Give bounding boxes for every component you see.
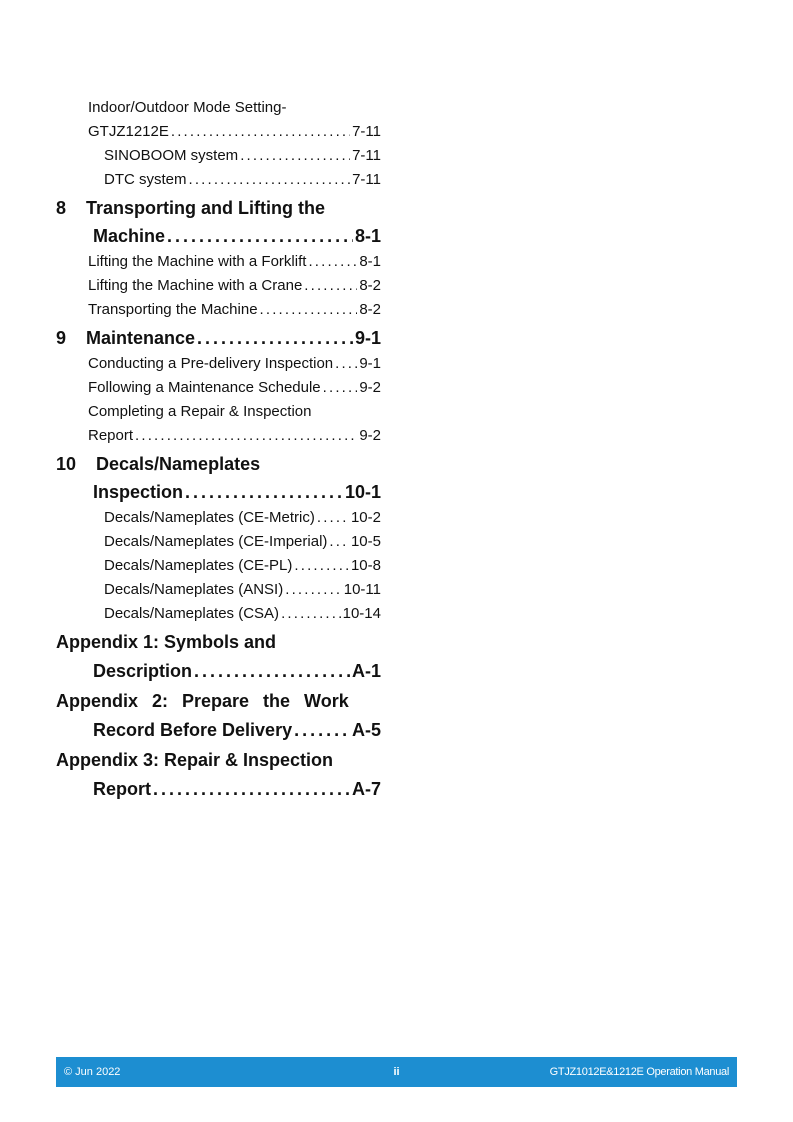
toc-entry-repair-report[interactable] xyxy=(56,424,381,448)
chapter-title-text: Maintenance xyxy=(86,328,196,348)
toc-appendix-3-heading: Appendix 3: Repair & Inspection xyxy=(56,750,334,770)
toc-leader-dots xyxy=(167,222,353,250)
toc-entry-title: Decals/Nameplates (CE-PL) xyxy=(104,557,293,574)
toc-entry[interactable] xyxy=(56,352,381,376)
toc-appendix-2[interactable] xyxy=(56,716,381,744)
footer-page-number: ii xyxy=(393,1066,400,1078)
toc-entry-dtc[interactable] xyxy=(56,168,381,192)
toc-appendix-3[interactable] xyxy=(56,775,381,803)
toc-entry-page: 8-2 xyxy=(359,301,381,318)
toc-entry-indoor-mode[interactable] xyxy=(56,120,381,144)
toc-entry[interactable] xyxy=(56,298,381,322)
toc-entry[interactable] xyxy=(56,250,381,274)
toc-entry-page: 7-11 xyxy=(352,147,381,164)
chapter-number: 8 xyxy=(56,198,67,218)
toc-leader-dots xyxy=(260,298,358,322)
chapter-page: 9-1 xyxy=(354,328,381,348)
toc-entry[interactable] xyxy=(56,554,381,578)
toc-leader-dots xyxy=(281,602,341,626)
toc-chapter-9[interactable] xyxy=(56,324,381,352)
toc-entry[interactable] xyxy=(56,578,381,602)
toc-entry-page: 9-2 xyxy=(359,379,381,396)
toc-entry-sinoboom[interactable] xyxy=(56,144,381,168)
toc-chapter-8-heading xyxy=(56,194,381,222)
appendix-title-line2: Record Before Delivery xyxy=(93,720,293,740)
appendix-page: A-7 xyxy=(351,779,381,799)
toc-entry-page: 8-2 xyxy=(359,277,381,294)
toc-entry[interactable] xyxy=(56,376,381,400)
chapter-page: 10-1 xyxy=(344,482,381,502)
chapter-number: 9 xyxy=(56,328,67,348)
toc-appendix-2-heading: Appendix 2: Prepare the Work xyxy=(56,691,349,711)
chapter-number: 10 xyxy=(56,454,77,474)
toc-entry-page: 10-14 xyxy=(342,605,381,622)
toc-leader-dots xyxy=(304,274,357,298)
toc-entry-page: 7-11 xyxy=(352,171,381,188)
toc-chapter-10-heading xyxy=(56,450,381,478)
toc-leader-dots xyxy=(240,144,350,168)
toc-entry-page: 10-2 xyxy=(350,509,381,526)
appendix-page: A-1 xyxy=(351,661,381,681)
toc-entry-title: Decals/Nameplates (ANSI) xyxy=(104,581,284,598)
toc-chapter-10[interactable] xyxy=(56,478,381,506)
toc-entry[interactable] xyxy=(56,602,381,626)
toc-entry-title: SINOBOOM system xyxy=(104,147,239,164)
toc-entry-title: DTC system xyxy=(104,171,187,188)
toc-entry-page: 8-1 xyxy=(359,253,381,270)
chapter-page: 8-1 xyxy=(354,226,381,246)
toc-entry-title: Conducting a Pre-delivery Inspection xyxy=(88,355,334,372)
toc-entry[interactable] xyxy=(56,274,381,298)
toc-leader-dots xyxy=(308,250,357,274)
toc-entry-title: Transporting the Machine xyxy=(88,301,258,318)
toc-leader-dots xyxy=(135,424,357,448)
toc-entry[interactable] xyxy=(56,506,381,530)
toc-appendix-1[interactable] xyxy=(56,657,381,685)
table-of-contents xyxy=(56,96,381,803)
toc-entry-title: Lifting the Machine with a Crane xyxy=(88,277,303,294)
toc-entry-page: 10-5 xyxy=(350,533,381,550)
footer-manual-title: GTJZ1012E&1212E Operation Manual xyxy=(549,1066,729,1078)
toc-leader-dots xyxy=(153,775,350,803)
toc-leader-dots xyxy=(335,352,357,376)
chapter-title-line2: Machine xyxy=(93,226,166,246)
footer-copyright: © Jun 2022 xyxy=(64,1066,121,1078)
toc-entry-page: 9-1 xyxy=(359,355,381,372)
toc-entry-page: 9-2 xyxy=(359,427,381,444)
toc-appendix-1-heading: Appendix 1: Symbols and xyxy=(56,632,277,652)
toc-entry-repair-report-line1: Completing a Repair & Inspection xyxy=(88,403,312,420)
toc-leader-dots xyxy=(185,478,343,506)
toc-leader-dots xyxy=(171,120,350,144)
toc-leader-dots xyxy=(323,376,358,400)
toc-entry-title: Report xyxy=(88,427,134,444)
toc-entry-page: 10-8 xyxy=(350,557,381,574)
toc-entry-title: GTJZ1212E xyxy=(88,123,169,140)
toc-entry[interactable] xyxy=(56,530,381,554)
appendix-title-line2: Description xyxy=(93,661,193,681)
toc-leader-dots xyxy=(294,554,349,578)
toc-chapter-8[interactable] xyxy=(56,222,381,250)
toc-leader-dots xyxy=(197,324,353,352)
chapter-title-line1: Transporting and Lifting the xyxy=(86,198,325,218)
toc-entry-title: Decals/Nameplates (CE-Imperial) xyxy=(104,533,328,550)
toc-leader-dots xyxy=(194,657,350,685)
toc-leader-dots xyxy=(329,530,349,554)
chapter-title xyxy=(56,324,195,352)
toc-entry-title: Decals/Nameplates (CSA) xyxy=(104,605,280,622)
toc-leader-dots xyxy=(189,168,351,192)
appendix-page: A-5 xyxy=(351,720,381,740)
toc-entry-title: Decals/Nameplates (CE-Metric) xyxy=(104,509,315,526)
toc-leader-dots xyxy=(294,716,350,744)
toc-entry-indoor-mode-line1: Indoor/Outdoor Mode Setting- xyxy=(88,99,287,116)
page-footer xyxy=(56,1057,737,1087)
toc-leader-dots xyxy=(285,578,342,602)
appendix-title-line2: Report xyxy=(93,779,151,799)
toc-entry-title: Lifting the Machine with a Forklift xyxy=(88,253,307,270)
toc-entry-page: 7-11 xyxy=(352,123,381,140)
chapter-title-line2: Inspection xyxy=(93,482,184,502)
toc-entry-page: 10-11 xyxy=(343,581,381,598)
chapter-title-line1: Decals/Nameplates xyxy=(96,454,261,474)
toc-entry-title: Following a Maintenance Schedule xyxy=(88,379,321,396)
toc-leader-dots xyxy=(317,506,349,530)
